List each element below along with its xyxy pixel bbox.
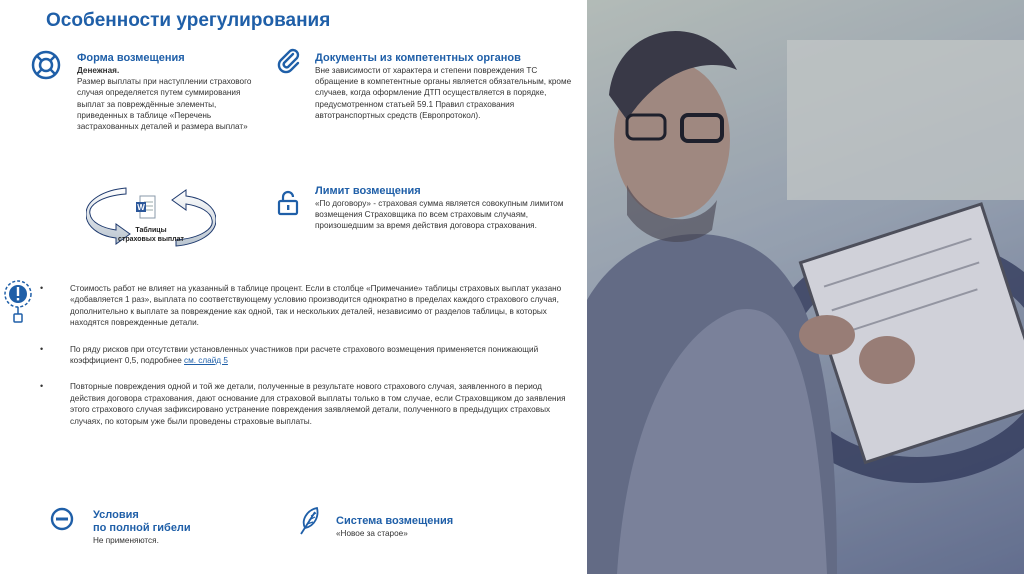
forma-block xyxy=(77,52,267,132)
lifebuoy-icon xyxy=(31,50,61,80)
note-1-text: Стоимость работ не влияет на указанный в таблице процент. Если в столбце «Примечание» таблицы страховых выплат указано «добавляется 1 раз», выплата по соответствующему условию производится однократно в пределах каждого страхового случая, дополнительно к выплате за повреждение как одной, так и нескольких деталей, независимо от разделов таблицы, в которых находятся поврежденные детали. xyxy=(70,284,562,328)
docs-text: Вне зависимости от характера и степени повреждения ТС обращение в компетентные органы является обязательным, кроме случаев, когда оформление ДТП осуществляется в порядке, предусмотренном статьей 59.1 Правил страхования автотранспортных средств (Европротокол). xyxy=(315,66,572,120)
padlock-icon xyxy=(277,190,299,216)
system-block xyxy=(336,515,536,539)
list-item: • Повторные повреждения одной и той же детали, полученные в результате нового страхового случая, заявленного в период действия договора страхования, дают основание для страховой выплаты только в том случае, если Страховщиком до заявления этого страхового случая зафиксировано устранение повреждения заявляемой детали, полученного в предыдущих страховых случаях, по которым уже были проведены страховые выплаты. xyxy=(40,381,566,426)
docs-title: Документы из компетентных органов xyxy=(315,52,521,64)
forma-subtitle: Денежная. xyxy=(77,66,120,75)
warning-icon xyxy=(4,278,32,326)
limit-text: «По договору» - страховая сумма является совокупным лимитом возмещения Страховщика по всем страховым случаям, произошедшим за время действия договора страхования. xyxy=(315,199,564,231)
forma-text: Размер выплаты при наступлении страхового случая определяется путем суммирования выплат за повреждённые элементы, приведенных в таблице «Перечень застрахованных деталей и размера выплат» xyxy=(77,77,252,132)
diagram-label-line2: страховых выплат xyxy=(118,236,184,243)
driver-photo xyxy=(587,0,1024,574)
note-3-text: Повторные повреждения одной и той же детали, полученные в результате нового страхового случая, заявленного в период действия договора страхования, дают основание для страховой выплаты только в том случае, если Страховщиком до заявления этого страхового случая зафиксировано устранение повреждения заявляемой детали, полученного в предыдущих страховых случаях, по которым уже были проведены страховые выплаты. xyxy=(70,382,566,426)
conditions-text: Не применяются. xyxy=(93,536,159,545)
conditions-title-line1: Условия xyxy=(93,509,139,521)
no-entry-icon xyxy=(50,507,74,531)
diagram-label-line1: Таблицы xyxy=(135,227,167,234)
docs-block xyxy=(315,52,575,121)
word-document-icon xyxy=(136,195,156,219)
slide-5-link[interactable]: см. слайд 5 xyxy=(184,356,228,366)
notes-list xyxy=(38,283,578,442)
system-text: «Новое за старое» xyxy=(336,529,408,538)
driver-illustration xyxy=(587,0,1024,574)
system-title: Система возмещения xyxy=(336,515,454,527)
limit-title: Лимит возмещения xyxy=(315,185,421,197)
page-title: Особенности урегулирования xyxy=(46,10,331,31)
diagram-label xyxy=(106,226,196,244)
note-2-text: По ряду рисков при отсутствии установленных участников при расчете страхового возмещения применяется понижающий коэффициент 0,5, подробнее xyxy=(70,344,539,366)
feather-icon xyxy=(297,506,321,536)
list-item: • Стоимость работ не влияет на указанный в таблице процент. Если в столбце «Примечание» таблицы страховых выплат указано «добавляется 1 раз», выплата по соответствующему условию производится однократно в пределах каждого страхового случая, дополнительно к выплате за повреждение как одной, так и нескольких деталей, независимо от разделов таблицы, в которых находятся поврежденные детали. xyxy=(40,283,562,328)
forma-title: Форма возмещения xyxy=(77,52,185,64)
list-item: • По ряду рисков при отсутствии установленных участников при расчете страхового возмещения применяется понижающий коэффициент 0,5, подробнее см. слайд 5 xyxy=(40,343,539,366)
svg-text:W: W xyxy=(137,203,145,212)
limit-block xyxy=(315,185,565,232)
conditions-title-line2: по полной гибели xyxy=(93,522,191,534)
paperclip-icon xyxy=(276,48,302,74)
conditions-block xyxy=(93,509,293,546)
